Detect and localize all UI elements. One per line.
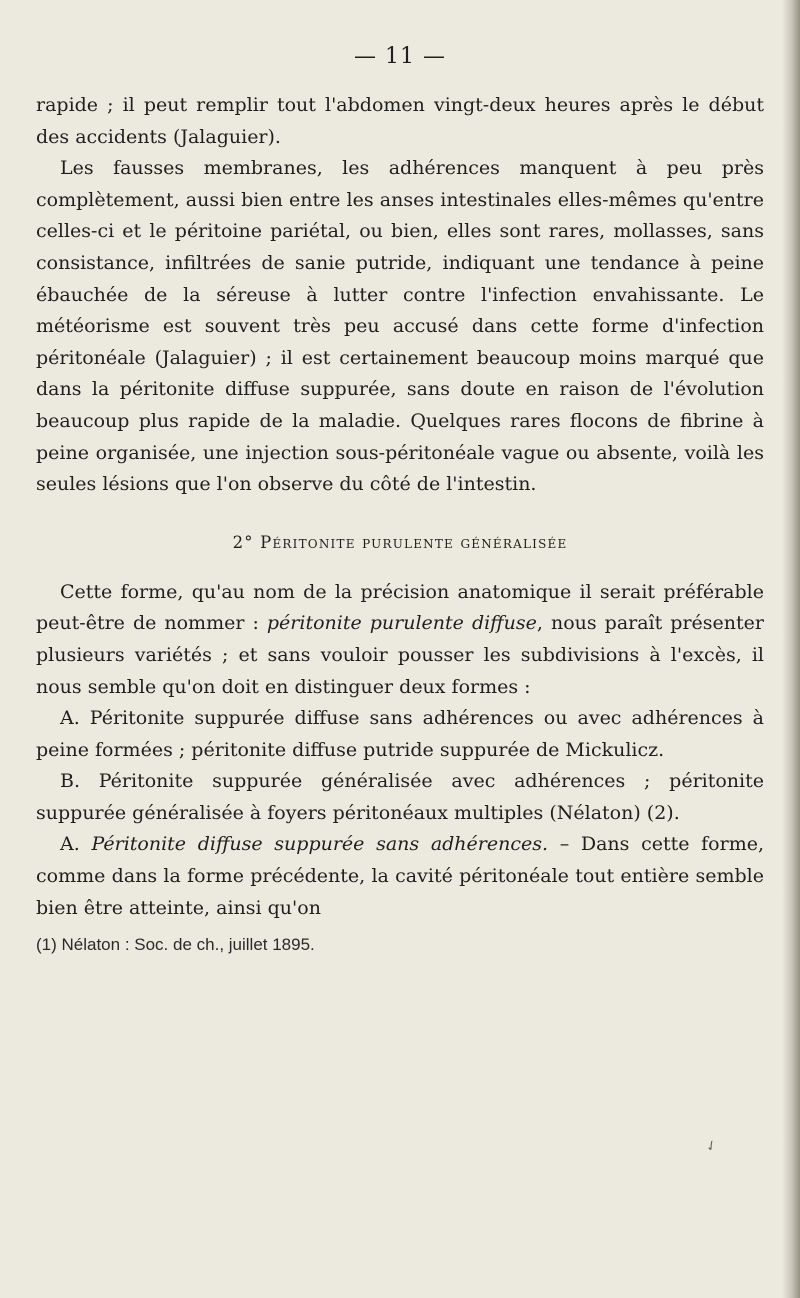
paragraph-6-start: A. — [60, 833, 92, 856]
text-block — [36, 46, 764, 956]
stray-mark: ✓ — [702, 1136, 721, 1157]
footnote: (1) Nélaton : Soc. de ch., juillet 1895. — [36, 935, 315, 955]
page-edge-shadow — [782, 0, 800, 1298]
section-heading: 2° Péritonite purulente généralisée — [232, 532, 568, 552]
paragraph-3-end: , nous paraît présenter plusieurs variétés ; et sans vouloir pousser les subdivisions à l'excès, il nous semble qu'on doit en distinguer deux formes : — [36, 612, 764, 698]
paragraph-3 — [36, 577, 764, 703]
paragraph-5: B. Péritonite suppurée généralisée avec adhérences ; péritonite suppurée généralisée à foyers péritonéaux multiples (Nélaton) (2). — [36, 770, 764, 824]
page-number: — 11 — — [354, 44, 446, 69]
paragraph-4: A. Péritonite suppurée diffuse sans adhérences ou avec adhérences à peine formées ; péritonite diffuse putride suppurée de Mickulicz. — [36, 707, 764, 761]
paragraph-2: Les fausses membranes, les adhérences manquent à peu près complètement, aussi bien entre les anses intestinales elles-mêmes qu'entre celles-ci et le péritoine pariétal, ou bien, elles sont rares, mollasses, sans consistance, infiltrées de sanie putride, indiquant une tendance à peine ébauchée de la séreuse à lutter contre l'infection envahissante. Le météorisme est souvent très peu accusé dans cette forme d'infection péritonéale (Jalaguier) ; il est certainement beaucoup moins marqué que dans la péritonite diffuse suppurée, sans doute en raison de l'évolution beaucoup plus rapide de la maladie. Quelques rares flocons de fibrine à peine organisée, une injection sous-péritonéale vague ou absente, voilà les seules lésions que l'on observe du côté de l'intestin. — [36, 157, 764, 496]
paragraph-3-italic: péritonite purulente diffuse — [266, 612, 537, 635]
paragraph-1: rapide ; il peut remplir tout l'abdomen vingt-deux heures après le début des accidents (Jalaguier). — [36, 94, 764, 148]
paragraph-6-italic: Péritonite diffuse suppurée sans adhérences. — [91, 833, 549, 856]
paragraph-6 — [36, 829, 764, 924]
paragraph-3-start: Cette forme, qu'au nom de la précision anatomique il serait préférable peut-être de nommer : — [36, 580, 764, 635]
paragraph-6-end: – Dans cette forme, comme dans la forme précédente, la cavité péritonéale tout entière semble bien être atteinte, ainsi qu'on — [36, 833, 764, 919]
